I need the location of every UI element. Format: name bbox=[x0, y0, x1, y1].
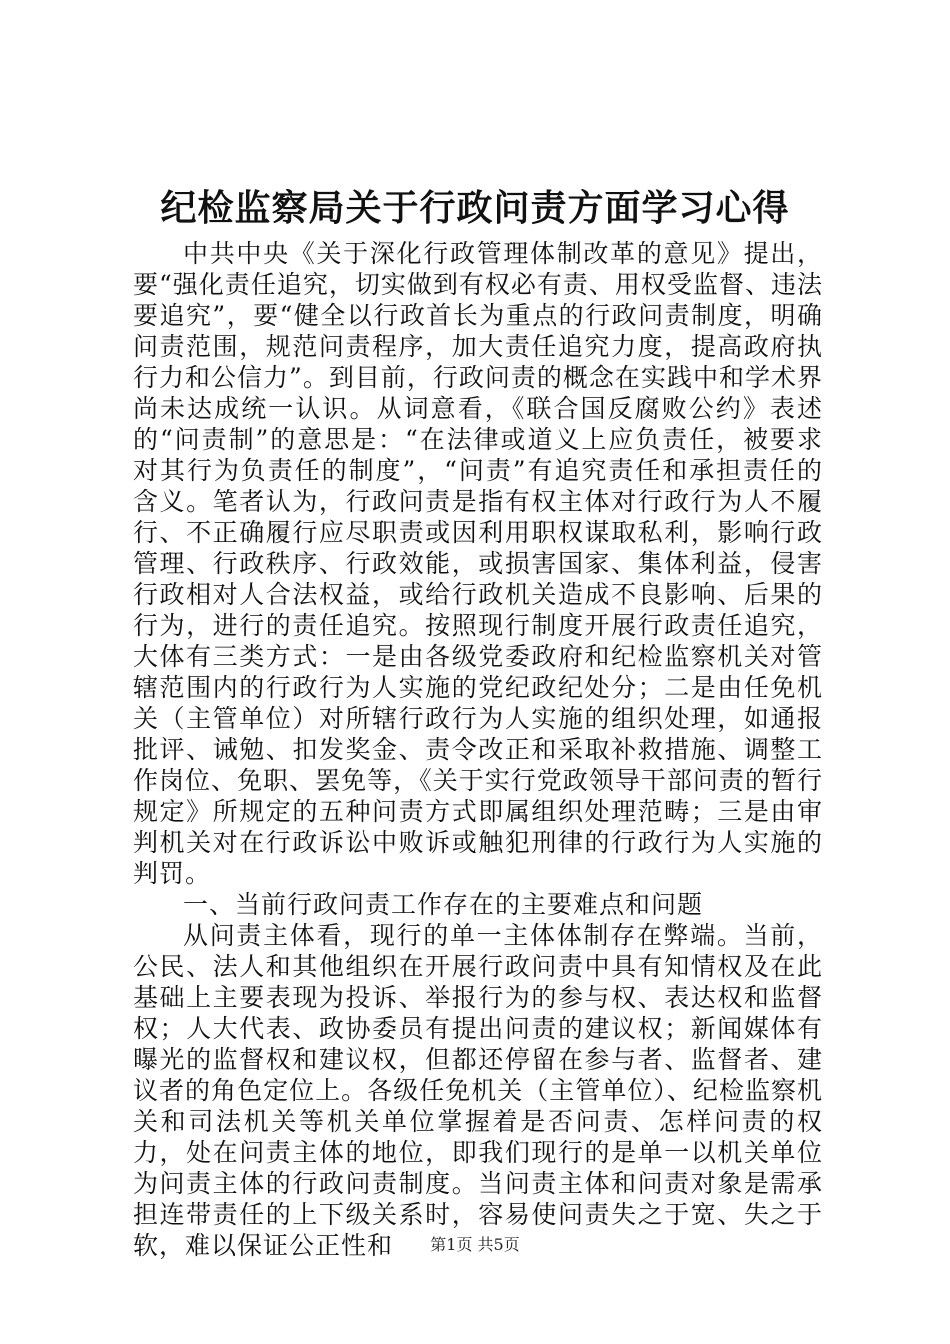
section-paragraph: 从问责主体看，现行的单一主体体制存在弊端。当前，公民、法人和其他组织在开展行政问责中具有知情权及在此基础上主要表现为投诉、举报行为的参与权、表达权和监督权；人大代表、政协委员有提出问责的建议权；新闻媒体有曝光的监督权和建议权，但都还停留在参与者、监督者、建议者的角色定位上。各级任免机关（主管单位）、纪检监察机关和司法机关等机关单位掌握着是否问责、怎样问责的权力，处在问责主体的地位，即我们现行的是单一以机关单位为问责主体的行政问责制度。当问责主体和问责对象是需承担连带责任的上下级关系时，容易使问责失之于宽、失之于软，难以保证公正性和 bbox=[133, 921, 823, 1260]
document-title: 纪检监察局关于行政问责方面学习心得 bbox=[160, 188, 790, 229]
section-heading: 一、当前行政问责工作存在的主要难点和问题 bbox=[183, 890, 704, 919]
document-body bbox=[133, 238, 823, 1261]
intro-paragraph: 中共中央《关于深化行政管理体制改革的意见》提出，要“强化责任追究，切实做到有权必有责、用权受监督、违法要追究”，要“健全以行政首长为重点的行政问责制度，明确问责范围，规范问责程序，加大责任追究力度，提高政府执行力和公信力”。到目前，行政问责的概念在实践中和学术界尚未达成统一认识。从词意看，《联合国反腐败公约》表述的“问责制”的意思是：“在法律或道义上应负责任，被要求对其行为负责任的制度”，“问责”有追究责任和承担责任的含义。笔者认为，行政问责是指有权主体对行政行为人不履行、不正确履行应尽职责或因利用职权谋取私利，影响行政管理、行政秩序、行政效能，或损害国家、集体利益，侵害行政相对人合法权益，或给行政机关造成不良影响、后果的行为，进行的责任追究。按照现行制度开展行政责任追究，大体有三类方式：一是由各级党委政府和纪检监察机关对管辖范围内的行政行为人实施的党纪政纪处分；二是由任免机关（主管单位）对所辖行政行为人实施的组织处理，如通报批评、诫勉、扣发奖金、责令改正和采取补救措施、调整工作岗位、免职、罢免等，《关于实行党政领导干部问责的暂行规定》所规定的五种问责方式即属组织处理范畴；三是由审判机关对在行政诉讼中败诉或触犯刑律的行政行为人实施的判罚。 bbox=[133, 239, 823, 888]
page-footer: 第1页 共5页 bbox=[430, 1235, 520, 1254]
